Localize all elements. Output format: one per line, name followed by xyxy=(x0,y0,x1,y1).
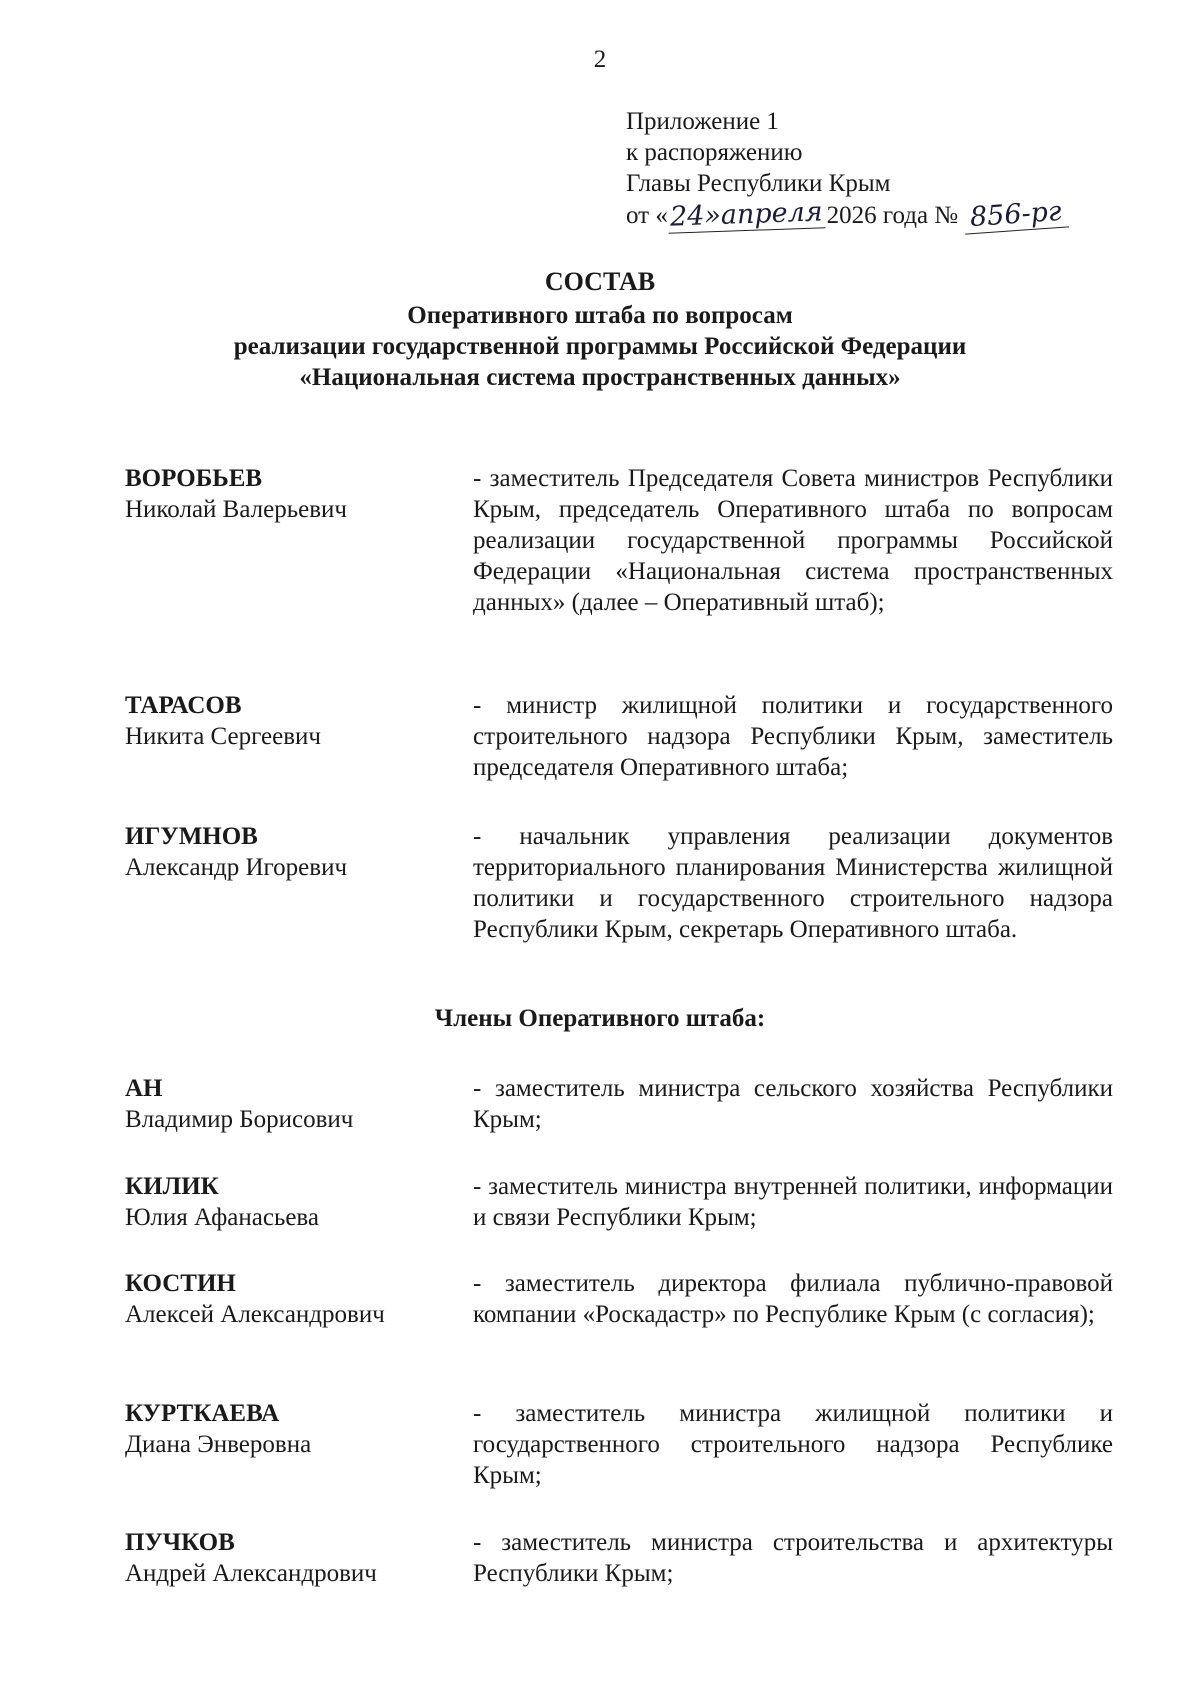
person-surname: КОСТИН xyxy=(125,1270,236,1297)
person-surname: КУРТКАЕВА xyxy=(125,1400,280,1427)
person-surname: ИГУМНОВ xyxy=(125,823,258,850)
title-line-2: реализации государственной программы Российской Федерации xyxy=(233,333,967,360)
title-main: СОСТАВ xyxy=(544,267,656,296)
person-role: - заместитель министра строительства и архитектуры Республики Крым; xyxy=(473,1529,1113,1587)
person-role: - заместитель министра внутренней политики, информации и связи Республики Крым; xyxy=(473,1173,1113,1231)
person-name xyxy=(125,1073,465,1135)
person-name xyxy=(125,690,465,752)
person-name xyxy=(125,821,465,883)
person-role: - заместитель министра сельского хозяйства Республики Крым; xyxy=(473,1075,1113,1133)
appendix-block xyxy=(626,106,1068,234)
person-given-name: Владимир Борисович xyxy=(125,1106,354,1133)
handwritten-number: 856-рг xyxy=(963,195,1069,234)
person-name xyxy=(125,463,465,525)
person-role: - заместитель директора филиала публично-правовой компании «Роскадастр» по Республике Крым (с согласия); xyxy=(473,1270,1113,1328)
person-given-name: Юлия Афанасьева xyxy=(125,1204,320,1231)
person-given-name: Александр Игоревич xyxy=(125,854,348,881)
person-name xyxy=(125,1171,465,1233)
document-title xyxy=(0,266,1200,393)
person-surname: ТАРАСОВ xyxy=(125,692,242,719)
title-line-3: «Национальная система пространственных данных» xyxy=(299,364,901,391)
appendix-line-2: к распоряжению xyxy=(626,139,803,166)
person-surname: КИЛИК xyxy=(125,1173,219,1200)
title-line-1: Оперативного штаба по вопросам xyxy=(407,302,793,329)
person-name xyxy=(125,1268,465,1330)
person-role: - начальник управления реализации документов территориального планирования Министерства жилищной политики и государственного строительного надзора Республики Крым, секретарь Оперативного штаба. xyxy=(473,823,1113,943)
person-given-name: Николай Валерьевич xyxy=(125,496,347,523)
person-role: - министр жилищной политики и государственного строительного надзора Республики Крым, заместитель председателя Оперативного штаба; xyxy=(473,692,1113,781)
person-given-name: Диана Энверовна xyxy=(125,1431,312,1458)
appendix-line-3: Главы Республики Крым xyxy=(626,170,891,197)
person-surname: ПУЧКОВ xyxy=(125,1529,235,1556)
person-role: - заместитель Председателя Совета министров Республики Крым, председатель Оперативного штаба по вопросам реализации государственной программы Российской Федерации «Национальная система пространственных данных» (далее – Оперативный штаб); xyxy=(473,465,1113,616)
date-prefix: от « xyxy=(626,202,668,229)
person-surname: ВОРОБЬЕВ xyxy=(125,465,263,492)
person-role: - заместитель министра жилищной политики и государственного строительного надзора Республике Крым; xyxy=(473,1400,1113,1489)
person-name xyxy=(125,1527,465,1589)
page-number: 2 xyxy=(593,46,607,73)
person-name xyxy=(125,1398,465,1460)
appendix-line-1: Приложение 1 xyxy=(626,108,779,135)
person-given-name: Алексей Александрович xyxy=(125,1301,385,1328)
person-given-name: Никита Сергеевич xyxy=(125,723,321,750)
person-given-name: Андрей Александрович xyxy=(125,1560,377,1587)
members-heading: Члены Оперативного штаба: xyxy=(434,1005,766,1032)
appendix-date-line xyxy=(626,195,1068,234)
year-text: 2026 года № xyxy=(826,202,959,229)
handwritten-date: 24»апреля xyxy=(667,196,825,233)
person-surname: АН xyxy=(125,1075,163,1102)
